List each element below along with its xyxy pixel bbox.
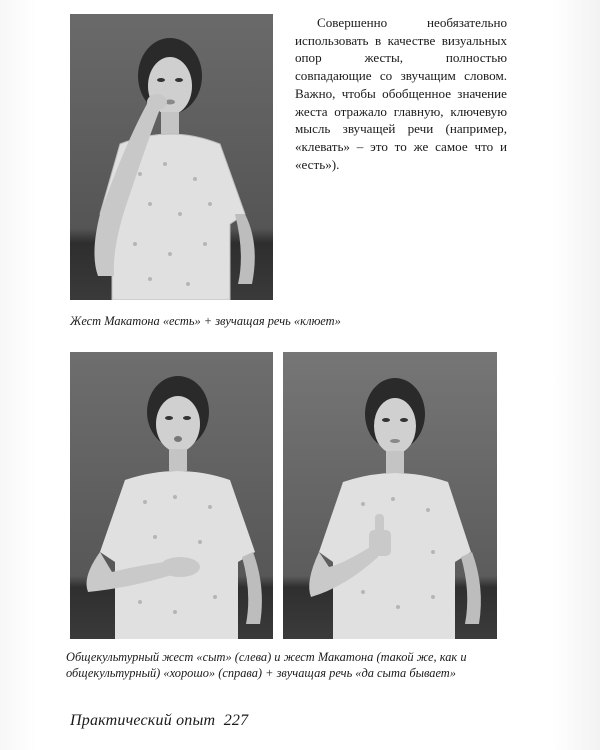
- page-footer: [70, 712, 248, 730]
- body-paragraph: Совершенно необязательно использовать в качестве визуальных опор жесты, полностью совпадающие со звучащим словом. Важно, чтобы обобщенное значение жеста отражало главную, ключевую мысль звучащей речи (например, «клевать» – это то же самое что и «есть»).: [295, 15, 507, 172]
- footer-section: Практический опыт: [70, 712, 216, 729]
- caption-gesture-full-good: Общекультурный жест «сыт» (слева) и жест Макатона (такой же, как и общекультурный) «хорошо» (справа) + звучащая речь «да сыта бывает»: [66, 650, 467, 680]
- page-number: 227: [223, 712, 249, 729]
- caption-gesture-eat: Жест Макатона «есть» + звучащая речь «клюет»: [70, 314, 341, 328]
- photo-gesture-good: [283, 352, 497, 639]
- photo-gesture-eat: [70, 14, 273, 300]
- photo-gesture-full: [70, 352, 273, 639]
